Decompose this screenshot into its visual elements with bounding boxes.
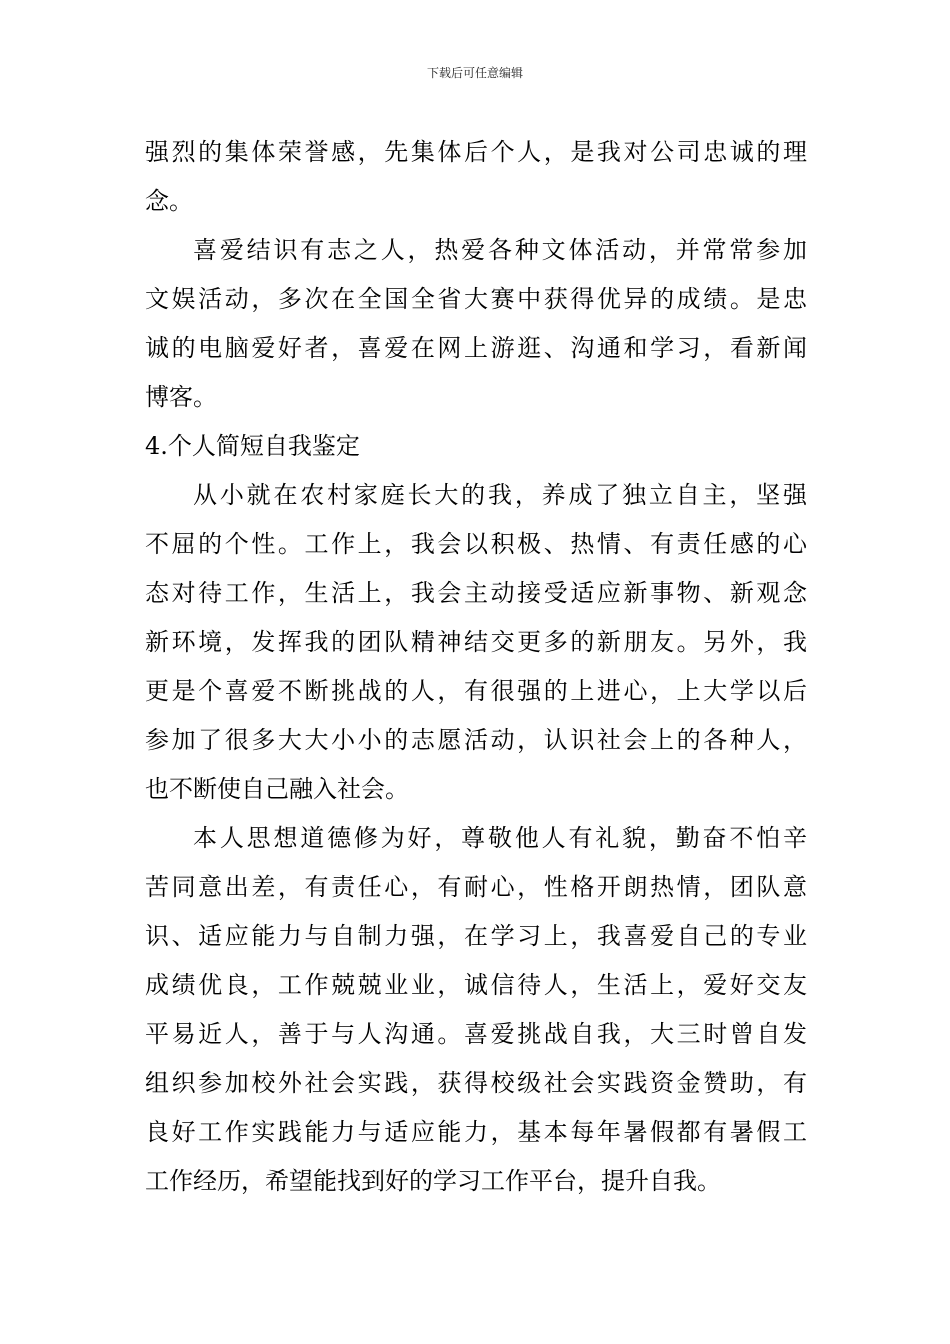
text-line: 也不断使自己融入社会。 [145, 775, 409, 803]
text-line: 成绩优良，工作兢兢业业，诚信待人，生活上，爱好交友 [145, 971, 807, 999]
text-line: 工作经历，希望能找到好的学习工作平台，提升自我。 [145, 1167, 721, 1195]
text-line: 文娱活动，多次在全国全省大赛中获得优异的成绩。是忠 [145, 285, 807, 313]
page-header: 下载后可任意编辑 [426, 66, 523, 80]
text-line: 态对待工作，生活上，我会主动接受适应新事物、新观念 [145, 579, 807, 607]
text-line: 组织参加校外社会实践，获得校级社会实践资金赞助，有 [145, 1069, 807, 1097]
text-line: 新环境，发挥我的团队精神结交更多的新朋友。另外，我 [145, 628, 807, 656]
text-line: 苦同意出差，有责任心，有耐心，性格开朗热情，团队意 [145, 873, 807, 901]
text-line: 诚的电脑爱好者，喜爱在网上游逛、沟通和学习，看新闻 [145, 334, 807, 362]
text-line: 博客。 [145, 383, 217, 411]
text-line: 参加了很多大大小小的志愿活动，认识社会上的各种人， [145, 726, 807, 754]
text-line: 强烈的集体荣誉感，先集体后个人，是我对公司忠诚的理 [145, 138, 807, 166]
text-line: 平易近人，善于与人沟通。喜爱挑战自我，大三时曾自发 [145, 1020, 807, 1048]
paragraph-first-line: 从小就在农村家庭长大的我，养成了独立自主，坚强 [193, 481, 807, 509]
text-line: 不屈的个性。工作上，我会以积极、热情、有责任感的心 [145, 530, 807, 558]
paragraph-first-line: 喜爱结识有志之人，热爱各种文体活动，并常常参加 [193, 236, 807, 264]
text-line: 念。 [145, 187, 193, 215]
document-body [145, 128, 807, 1206]
paragraph-first-line: 本人思想道德修为好，尊敬他人有礼貌，勤奋不怕辛 [193, 824, 807, 852]
text-line: 识、适应能力与自制力强，在学习上，我喜爱自己的专业 [145, 922, 807, 950]
section-heading: 4.个人简短自我鉴定 [145, 432, 360, 460]
text-line: 更是个喜爱不断挑战的人，有很强的上进心，上大学以后 [145, 677, 807, 705]
text-line: 良好工作实践能力与适应能力，基本每年暑假都有暑假工 [145, 1118, 807, 1146]
